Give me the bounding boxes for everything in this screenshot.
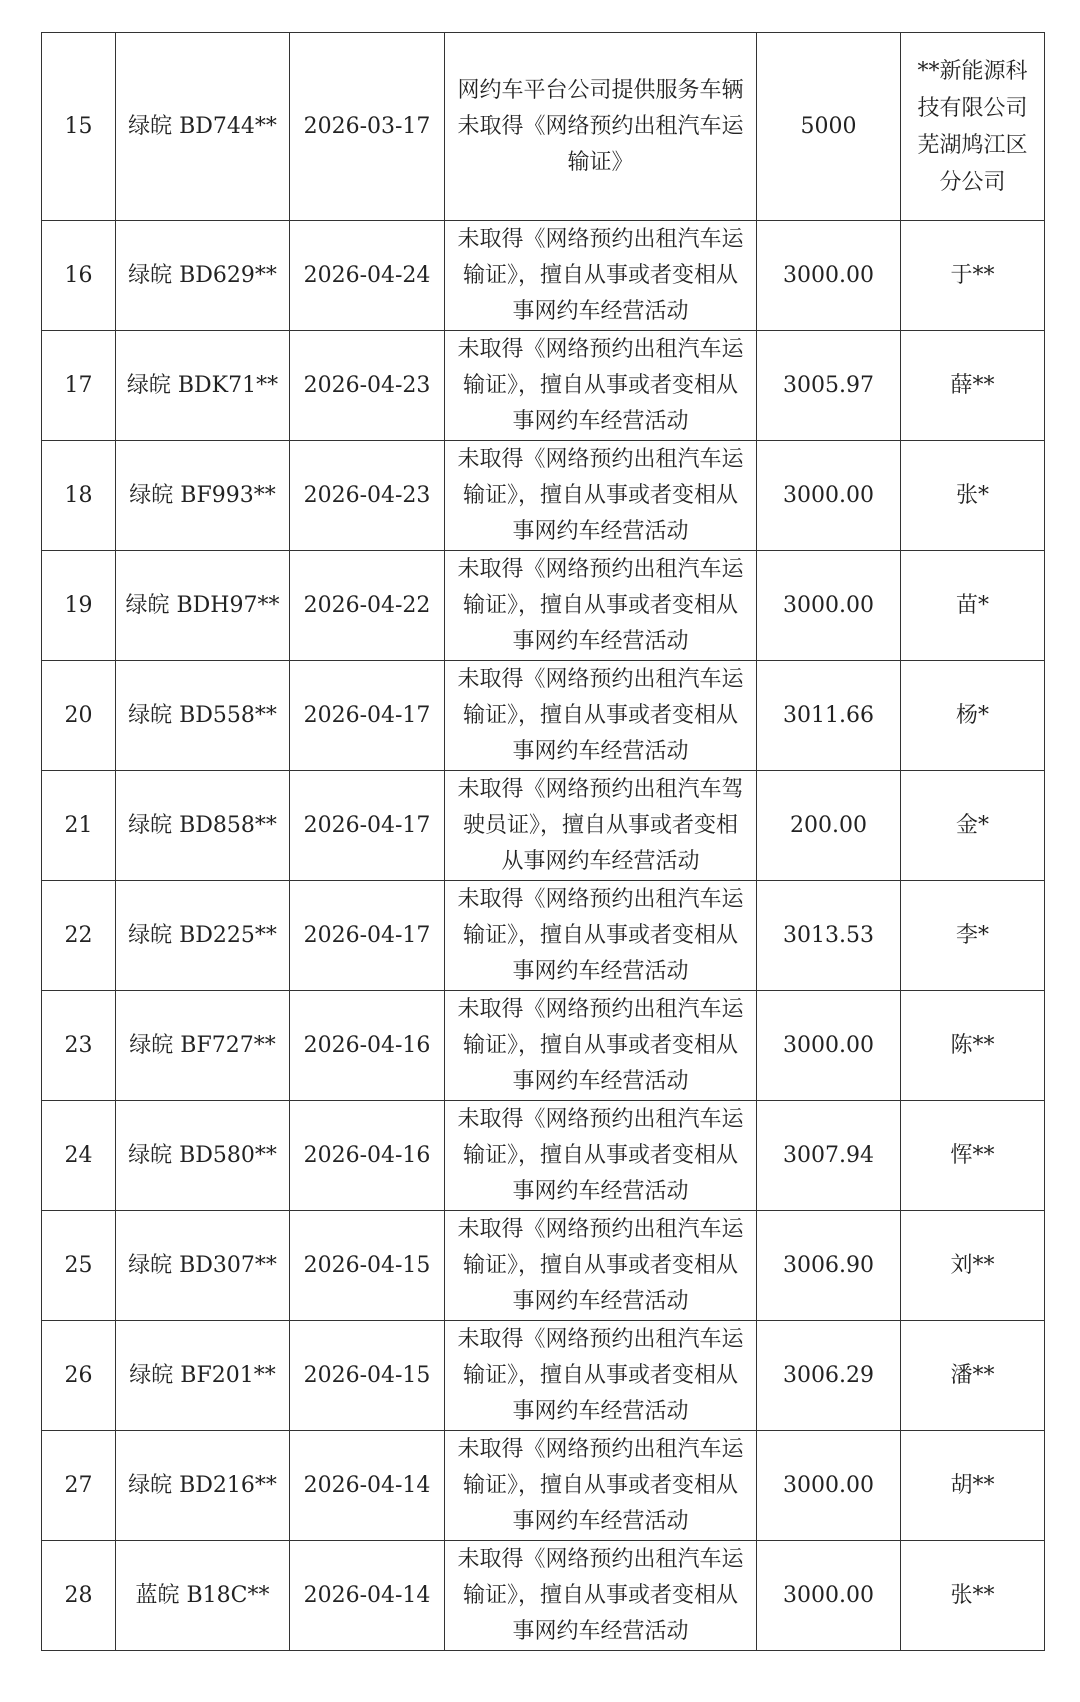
penalty-date: 2026-04-16 bbox=[290, 991, 445, 1101]
penalized-party: 刘** bbox=[901, 1211, 1045, 1321]
penalty-date: 2026-04-23 bbox=[290, 441, 445, 551]
table-row bbox=[42, 331, 1045, 441]
fine-amount: 200.00 bbox=[757, 771, 901, 881]
fine-amount: 3005.97 bbox=[757, 331, 901, 441]
fine-amount: 3007.94 bbox=[757, 1101, 901, 1211]
penalty-date: 2026-04-17 bbox=[290, 771, 445, 881]
table-row bbox=[42, 1431, 1045, 1541]
penalized-party: 恽** bbox=[901, 1101, 1045, 1211]
violation-reason: 未取得《网络预约出租汽车运输证》，擅自从事或者变相从事网约车经营活动 bbox=[445, 1431, 757, 1541]
table-row bbox=[42, 1101, 1045, 1211]
penalty-date: 2026-04-14 bbox=[290, 1431, 445, 1541]
penalty-date: 2026-04-16 bbox=[290, 1101, 445, 1211]
penalty-date: 2026-04-22 bbox=[290, 551, 445, 661]
fine-amount: 3013.53 bbox=[757, 881, 901, 991]
violation-reason: 未取得《网络预约出租汽车运输证》，擅自从事或者变相从事网约车经营活动 bbox=[445, 661, 757, 771]
penalized-party: 李* bbox=[901, 881, 1045, 991]
row-number: 19 bbox=[42, 551, 116, 661]
penalty-date: 2026-04-23 bbox=[290, 331, 445, 441]
penalized-party: 金* bbox=[901, 771, 1045, 881]
penalized-party: 胡** bbox=[901, 1431, 1045, 1541]
fine-amount: 3006.29 bbox=[757, 1321, 901, 1431]
row-number: 27 bbox=[42, 1431, 116, 1541]
table-row bbox=[42, 771, 1045, 881]
fine-amount: 5000 bbox=[757, 33, 901, 221]
row-number: 26 bbox=[42, 1321, 116, 1431]
penalty-date: 2026-04-15 bbox=[290, 1321, 445, 1431]
table-row bbox=[42, 221, 1045, 331]
violation-reason: 未取得《网络预约出租汽车运输证》，擅自从事或者变相从事网约车经营活动 bbox=[445, 221, 757, 331]
table-row bbox=[42, 1211, 1045, 1321]
row-number: 28 bbox=[42, 1541, 116, 1651]
plate-number: 蓝皖 B18C** bbox=[116, 1541, 290, 1651]
table-row bbox=[42, 991, 1045, 1101]
plate-number: 绿皖 BD744** bbox=[116, 33, 290, 221]
row-number: 22 bbox=[42, 881, 116, 991]
penalized-party: 潘** bbox=[901, 1321, 1045, 1431]
fine-amount: 3000.00 bbox=[757, 221, 901, 331]
row-number: 21 bbox=[42, 771, 116, 881]
penalized-party: 薛** bbox=[901, 331, 1045, 441]
penalty-date: 2026-04-14 bbox=[290, 1541, 445, 1651]
table-row bbox=[42, 1321, 1045, 1431]
plate-number: 绿皖 BD580** bbox=[116, 1101, 290, 1211]
penalized-party: 陈** bbox=[901, 991, 1045, 1101]
violation-reason: 未取得《网络预约出租汽车运输证》，擅自从事或者变相从事网约车经营活动 bbox=[445, 1101, 757, 1211]
plate-number: 绿皖 BD225** bbox=[116, 881, 290, 991]
table-row bbox=[42, 1541, 1045, 1651]
penalty-date: 2026-04-24 bbox=[290, 221, 445, 331]
fine-amount: 3006.90 bbox=[757, 1211, 901, 1321]
fine-amount: 3011.66 bbox=[757, 661, 901, 771]
row-number: 16 bbox=[42, 221, 116, 331]
row-number: 23 bbox=[42, 991, 116, 1101]
penalized-party: 张* bbox=[901, 441, 1045, 551]
penalized-party: 杨* bbox=[901, 661, 1045, 771]
plate-number: 绿皖 BD629** bbox=[116, 221, 290, 331]
table-row bbox=[42, 441, 1045, 551]
violation-reason: 未取得《网络预约出租汽车运输证》，擅自从事或者变相从事网约车经营活动 bbox=[445, 441, 757, 551]
plate-number: 绿皖 BD858** bbox=[116, 771, 290, 881]
penalty-table-body bbox=[42, 33, 1045, 1651]
fine-amount: 3000.00 bbox=[757, 1541, 901, 1651]
violation-reason: 未取得《网络预约出租汽车运输证》，擅自从事或者变相从事网约车经营活动 bbox=[445, 1541, 757, 1651]
violation-reason: 网约车平台公司提供服务车辆未取得《网络预约出租汽车运输证》 bbox=[445, 33, 757, 221]
violation-reason: 未取得《网络预约出租汽车运输证》，擅自从事或者变相从事网约车经营活动 bbox=[445, 881, 757, 991]
row-number: 15 bbox=[42, 33, 116, 221]
penalty-date: 2026-03-17 bbox=[290, 33, 445, 221]
plate-number: 绿皖 BF993** bbox=[116, 441, 290, 551]
penalty-table bbox=[41, 32, 1045, 1651]
table-row bbox=[42, 551, 1045, 661]
violation-reason: 未取得《网络预约出租汽车运输证》，擅自从事或者变相从事网约车经营活动 bbox=[445, 551, 757, 661]
row-number: 24 bbox=[42, 1101, 116, 1211]
row-number: 18 bbox=[42, 441, 116, 551]
penalty-date: 2026-04-17 bbox=[290, 661, 445, 771]
plate-number: 绿皖 BF727** bbox=[116, 991, 290, 1101]
penalized-party: 苗* bbox=[901, 551, 1045, 661]
fine-amount: 3000.00 bbox=[757, 991, 901, 1101]
table-row bbox=[42, 881, 1045, 991]
plate-number: 绿皖 BDH97** bbox=[116, 551, 290, 661]
fine-amount: 3000.00 bbox=[757, 441, 901, 551]
penalized-party: **新能源科技有限公司芜湖鸠江区分公司 bbox=[901, 33, 1045, 221]
penalty-date: 2026-04-15 bbox=[290, 1211, 445, 1321]
fine-amount: 3000.00 bbox=[757, 551, 901, 661]
plate-number: 绿皖 BF201** bbox=[116, 1321, 290, 1431]
table-row bbox=[42, 33, 1045, 221]
row-number: 17 bbox=[42, 331, 116, 441]
violation-reason: 未取得《网络预约出租汽车驾驶员证》，擅自从事或者变相从事网约车经营活动 bbox=[445, 771, 757, 881]
violation-reason: 未取得《网络预约出租汽车运输证》，擅自从事或者变相从事网约车经营活动 bbox=[445, 331, 757, 441]
plate-number: 绿皖 BD558** bbox=[116, 661, 290, 771]
penalized-party: 张** bbox=[901, 1541, 1045, 1651]
violation-reason: 未取得《网络预约出租汽车运输证》，擅自从事或者变相从事网约车经营活动 bbox=[445, 1321, 757, 1431]
row-number: 25 bbox=[42, 1211, 116, 1321]
row-number: 20 bbox=[42, 661, 116, 771]
violation-reason: 未取得《网络预约出租汽车运输证》，擅自从事或者变相从事网约车经营活动 bbox=[445, 991, 757, 1101]
fine-amount: 3000.00 bbox=[757, 1431, 901, 1541]
table-row bbox=[42, 661, 1045, 771]
violation-reason: 未取得《网络预约出租汽车运输证》，擅自从事或者变相从事网约车经营活动 bbox=[445, 1211, 757, 1321]
penalized-party: 于** bbox=[901, 221, 1045, 331]
plate-number: 绿皖 BD216** bbox=[116, 1431, 290, 1541]
penalty-date: 2026-04-17 bbox=[290, 881, 445, 991]
plate-number: 绿皖 BD307** bbox=[116, 1211, 290, 1321]
plate-number: 绿皖 BDK71** bbox=[116, 331, 290, 441]
